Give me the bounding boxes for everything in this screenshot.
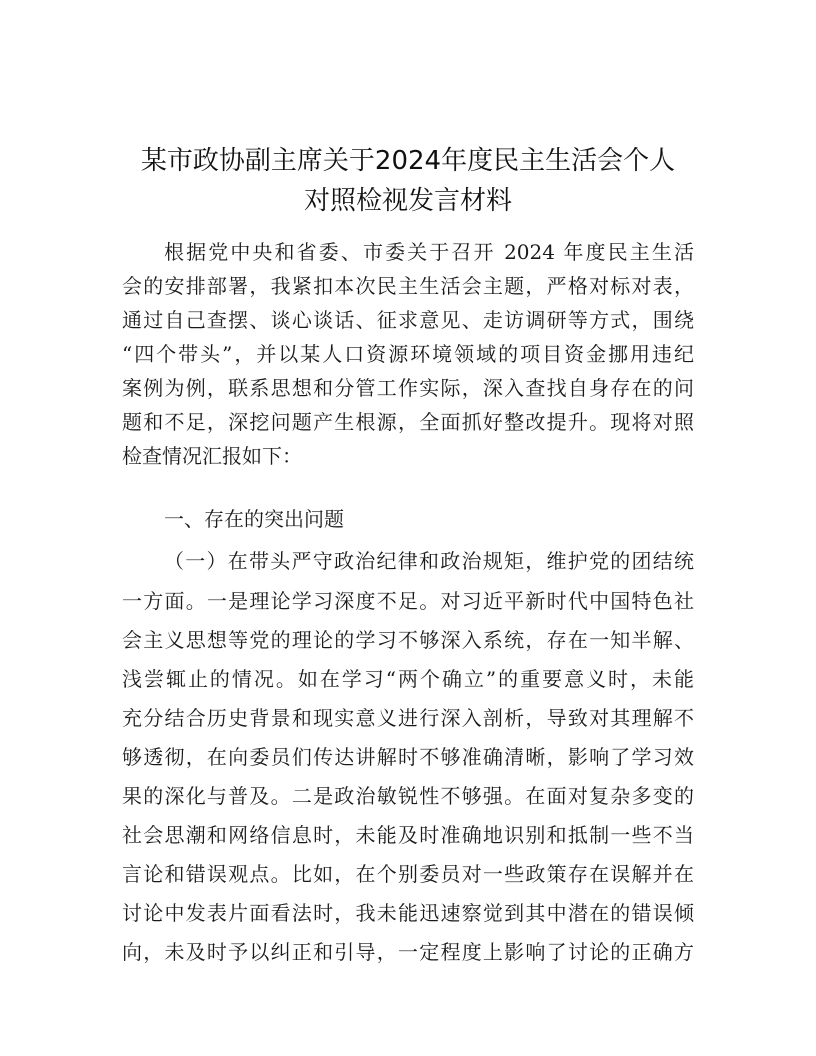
body-line: 言论和错误观点。比如，在个别委员对一些政策存在误解并在 [122,862,694,886]
body-line: 果的深化与普及。二是政治敏锐性不够强。在面对复杂多变的 [122,784,694,808]
body-line: 一方面。一是理论学习深度不足。对习近平新时代中国特色社 [122,589,694,613]
intro-line: 题和不足，深挖问题产生根源，全面抓好整改提升。现将对照 [122,410,694,434]
body-line: 浅尝辄止的情况。如在学习“两个确立”的重要意义时，未能 [122,667,694,691]
body-line: 充分结合历史背景和现实意义进行深入剖析，导致对其理解不 [122,706,694,730]
intro-line: 案例为例，联系思想和分管工作实际，深入查找自身存在的问 [122,376,694,400]
body-line: 向，未及时予以纠正和引导，一定程度上影响了讨论的正确方 [122,940,694,964]
intro-line: 根据党中央和省委、市委关于召开 2024 年度民主生活 [164,240,694,264]
intro-line: “四个带头”，并以某人口资源环境领域的项目资金挪用违纪 [122,342,694,366]
body-line: 够透彻，在向委员们传达讲解时不够准确清晰，影响了学习效 [122,745,694,769]
intro-line: 检查情况汇报如下： [122,444,302,468]
section-heading: 一、存在的突出问题 [164,507,344,531]
body-line: 会主义思想等党的理论的学习不够深入系统，存在一知半解、 [122,628,694,652]
document-title-line-2: 对照检视发言材料 [303,186,512,216]
intro-line: 通过自己查摆、谈心谈话、征求意见、走访调研等方式，围绕 [122,308,694,332]
body-line: （一）在带头严守政治纪律和政治规矩，维护党的团结统 [164,549,694,573]
document-title-line-1: 某市政协副主席关于2024年度民主生活会个人 [140,146,676,176]
body-line: 讨论中发表片面看法时，我未能迅速察觉到其中潜在的错误倾 [122,901,694,925]
intro-line: 会的安排部署，我紧扣本次民主生活会主题，严格对标对表， [122,274,694,298]
body-line: 社会思潮和网络信息时，未能及时准确地识别和抵制一些不当 [122,823,694,847]
